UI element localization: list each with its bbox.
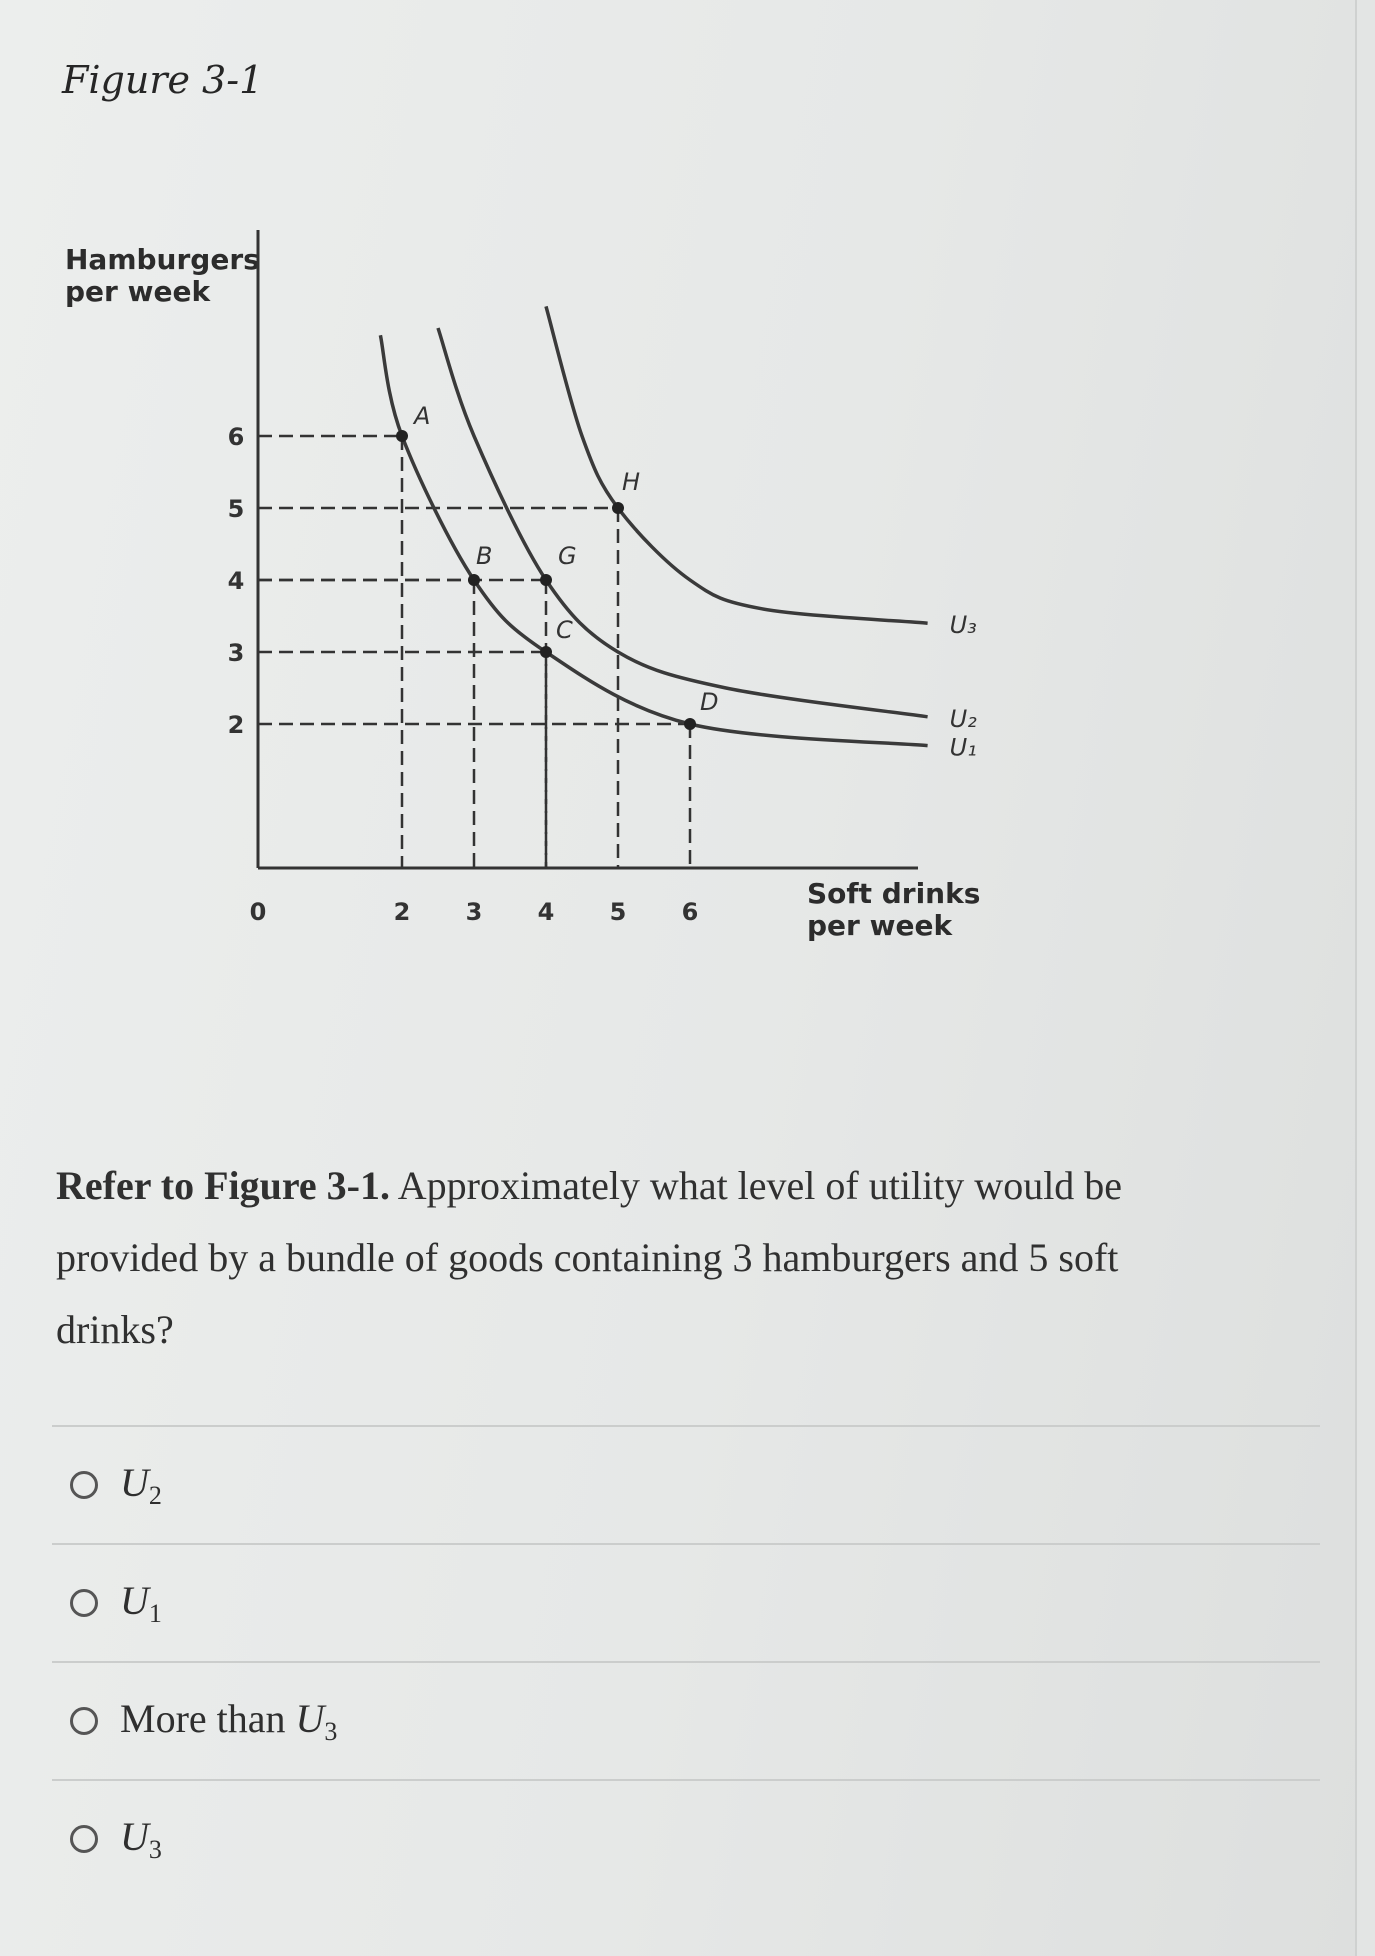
curve-label-u3: U₃ (949, 611, 977, 640)
point-label-g: G (558, 542, 577, 570)
y-tick-label: 6 (227, 423, 245, 451)
x-tick-label: 0 (249, 898, 267, 926)
indifference-curve-u3 (546, 306, 928, 623)
option-subscript: 1 (148, 1599, 162, 1628)
curve-label-u1: U₁ (949, 733, 977, 762)
answer-option[interactable] (52, 1661, 1320, 1779)
question-figure-reference: Refer to Figure 3-1. (56, 1163, 390, 1208)
option-variable: U (120, 1460, 149, 1505)
answer-option-label (120, 1577, 162, 1629)
x-axis-label-line-1: Soft drinks (807, 877, 981, 910)
y-tick-label: 2 (227, 711, 245, 739)
point-label-h: H (622, 468, 641, 496)
point-label-a: A (414, 402, 431, 430)
answer-option-label (120, 1813, 162, 1865)
radio-button[interactable] (70, 1589, 98, 1617)
point-label-c: C (556, 616, 573, 644)
indifference-curve-u1 (380, 335, 927, 745)
point-d (684, 718, 696, 730)
question-body: Approximately what level of utility would be provided by a bundle of goods containing 3 hamburgers and 5 soft drinks? (56, 1163, 1123, 1352)
x-tick-label: 6 (681, 898, 699, 926)
point-label-d: D (700, 688, 719, 716)
indifference-curve-figure (50, 230, 1010, 970)
point-c (540, 646, 552, 658)
y-tick-label: 5 (227, 495, 245, 523)
answer-option-label (120, 1459, 162, 1511)
question-text (56, 1150, 1206, 1366)
curve-label-u2: U₂ (949, 704, 977, 733)
option-prefix: More than (120, 1696, 296, 1741)
radio-button[interactable] (70, 1707, 98, 1735)
figure-title: Figure 3-1 (62, 58, 264, 102)
y-axis-label-line-1: Hamburgers (65, 243, 260, 276)
answer-option-label (120, 1695, 337, 1747)
x-tick-label: 5 (609, 898, 627, 926)
x-tick-label: 4 (537, 898, 555, 926)
radio-button[interactable] (70, 1471, 98, 1499)
answer-option[interactable] (52, 1425, 1320, 1543)
point-g (540, 574, 552, 586)
y-tick-label: 3 (227, 639, 245, 667)
option-subscript: 3 (148, 1835, 162, 1864)
option-subscript: 2 (148, 1481, 162, 1510)
option-variable: U (295, 1696, 325, 1741)
option-variable: U (120, 1814, 149, 1859)
x-tick-label: 2 (393, 898, 411, 926)
y-tick-label: 4 (227, 567, 245, 595)
point-a (396, 430, 408, 442)
chart-svg (50, 230, 1010, 970)
x-axis-label-line-2: per week (807, 909, 953, 942)
y-axis-label-line-2: per week (65, 275, 211, 308)
answer-option[interactable] (52, 1779, 1320, 1897)
point-label-b: B (476, 542, 493, 570)
radio-button[interactable] (70, 1825, 98, 1853)
option-variable: U (120, 1578, 149, 1623)
answer-options (52, 1425, 1320, 1897)
option-subscript: 3 (324, 1717, 338, 1746)
point-h (612, 502, 624, 514)
x-tick-label: 3 (465, 898, 483, 926)
point-b (468, 574, 480, 586)
answer-option[interactable] (52, 1543, 1320, 1661)
indifference-curve-u2 (438, 328, 928, 717)
